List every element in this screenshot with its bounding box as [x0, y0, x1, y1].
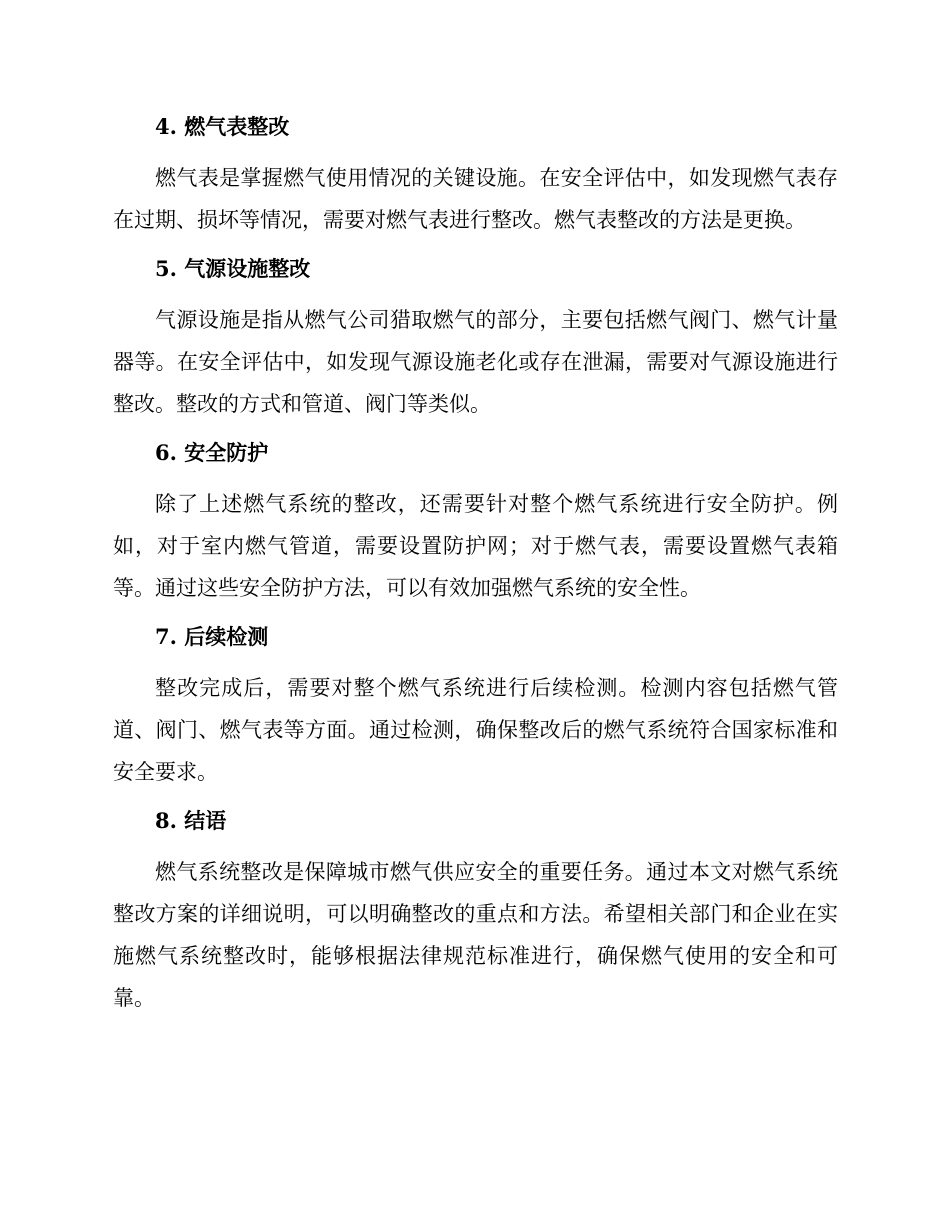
- section-heading-6: 6. 安全防护: [155, 440, 269, 465]
- section-paragraph-6: 除了上述燃气系统的整改，还需要针对整个燃气系统进行安全防护。例如，对于室内燃气管道，需要设置防护网；对于燃气表，需要设置燃气表箱等。通过这些安全防护方法，可以有效加强燃气系统的安全性。: [113, 492, 838, 600]
- spacer: [113, 793, 838, 803]
- section-heading-7: 7. 后续检测: [155, 624, 269, 649]
- spacer: [113, 839, 838, 851]
- spacer: [113, 287, 838, 299]
- section-paragraph-5: 气源设施是指从燃气公司猎取燃气的部分，主要包括燃气阀门、燃气计量器等。在安全评估中，如发现气源设施老化或存在泄漏，需要对气源设施进行整改。整改的方式和管道、阀门等类似。: [113, 308, 838, 416]
- spacer: [113, 145, 838, 157]
- spacer: [113, 241, 838, 251]
- section-heading-4: 4. 燃气表整改: [155, 114, 290, 139]
- section-paragraph-8: 燃气系统整改是保障城市燃气供应安全的重要任务。通过本文对燃气系统整改方案的详细说明，可以明确整改的重点和方法。希望相关部门和企业在实施燃气系统整改时，能够根据法律规范标准进行，确保燃气使用的安全和可靠。: [113, 860, 838, 1010]
- spacer: [113, 655, 838, 667]
- section-paragraph-7: 整改完成后，需要对整个燃气系统进行后续检测。检测内容包括燃气管道、阀门、燃气表等方面。通过检测，确保整改后的燃气系统符合国家标准和安全要求。: [113, 676, 838, 784]
- spacer: [113, 609, 838, 619]
- section-heading-5: 5. 气源设施整改: [155, 256, 311, 281]
- section-heading-8: 8. 结语: [155, 808, 227, 833]
- section-paragraph-4: 燃气表是掌握燃气使用情况的关键设施。在安全评估中，如发现燃气表存在过期、损坏等情况，需要对燃气表进行整改。燃气表整改的方法是更换。: [113, 166, 838, 232]
- spacer: [113, 425, 838, 435]
- spacer: [113, 471, 838, 483]
